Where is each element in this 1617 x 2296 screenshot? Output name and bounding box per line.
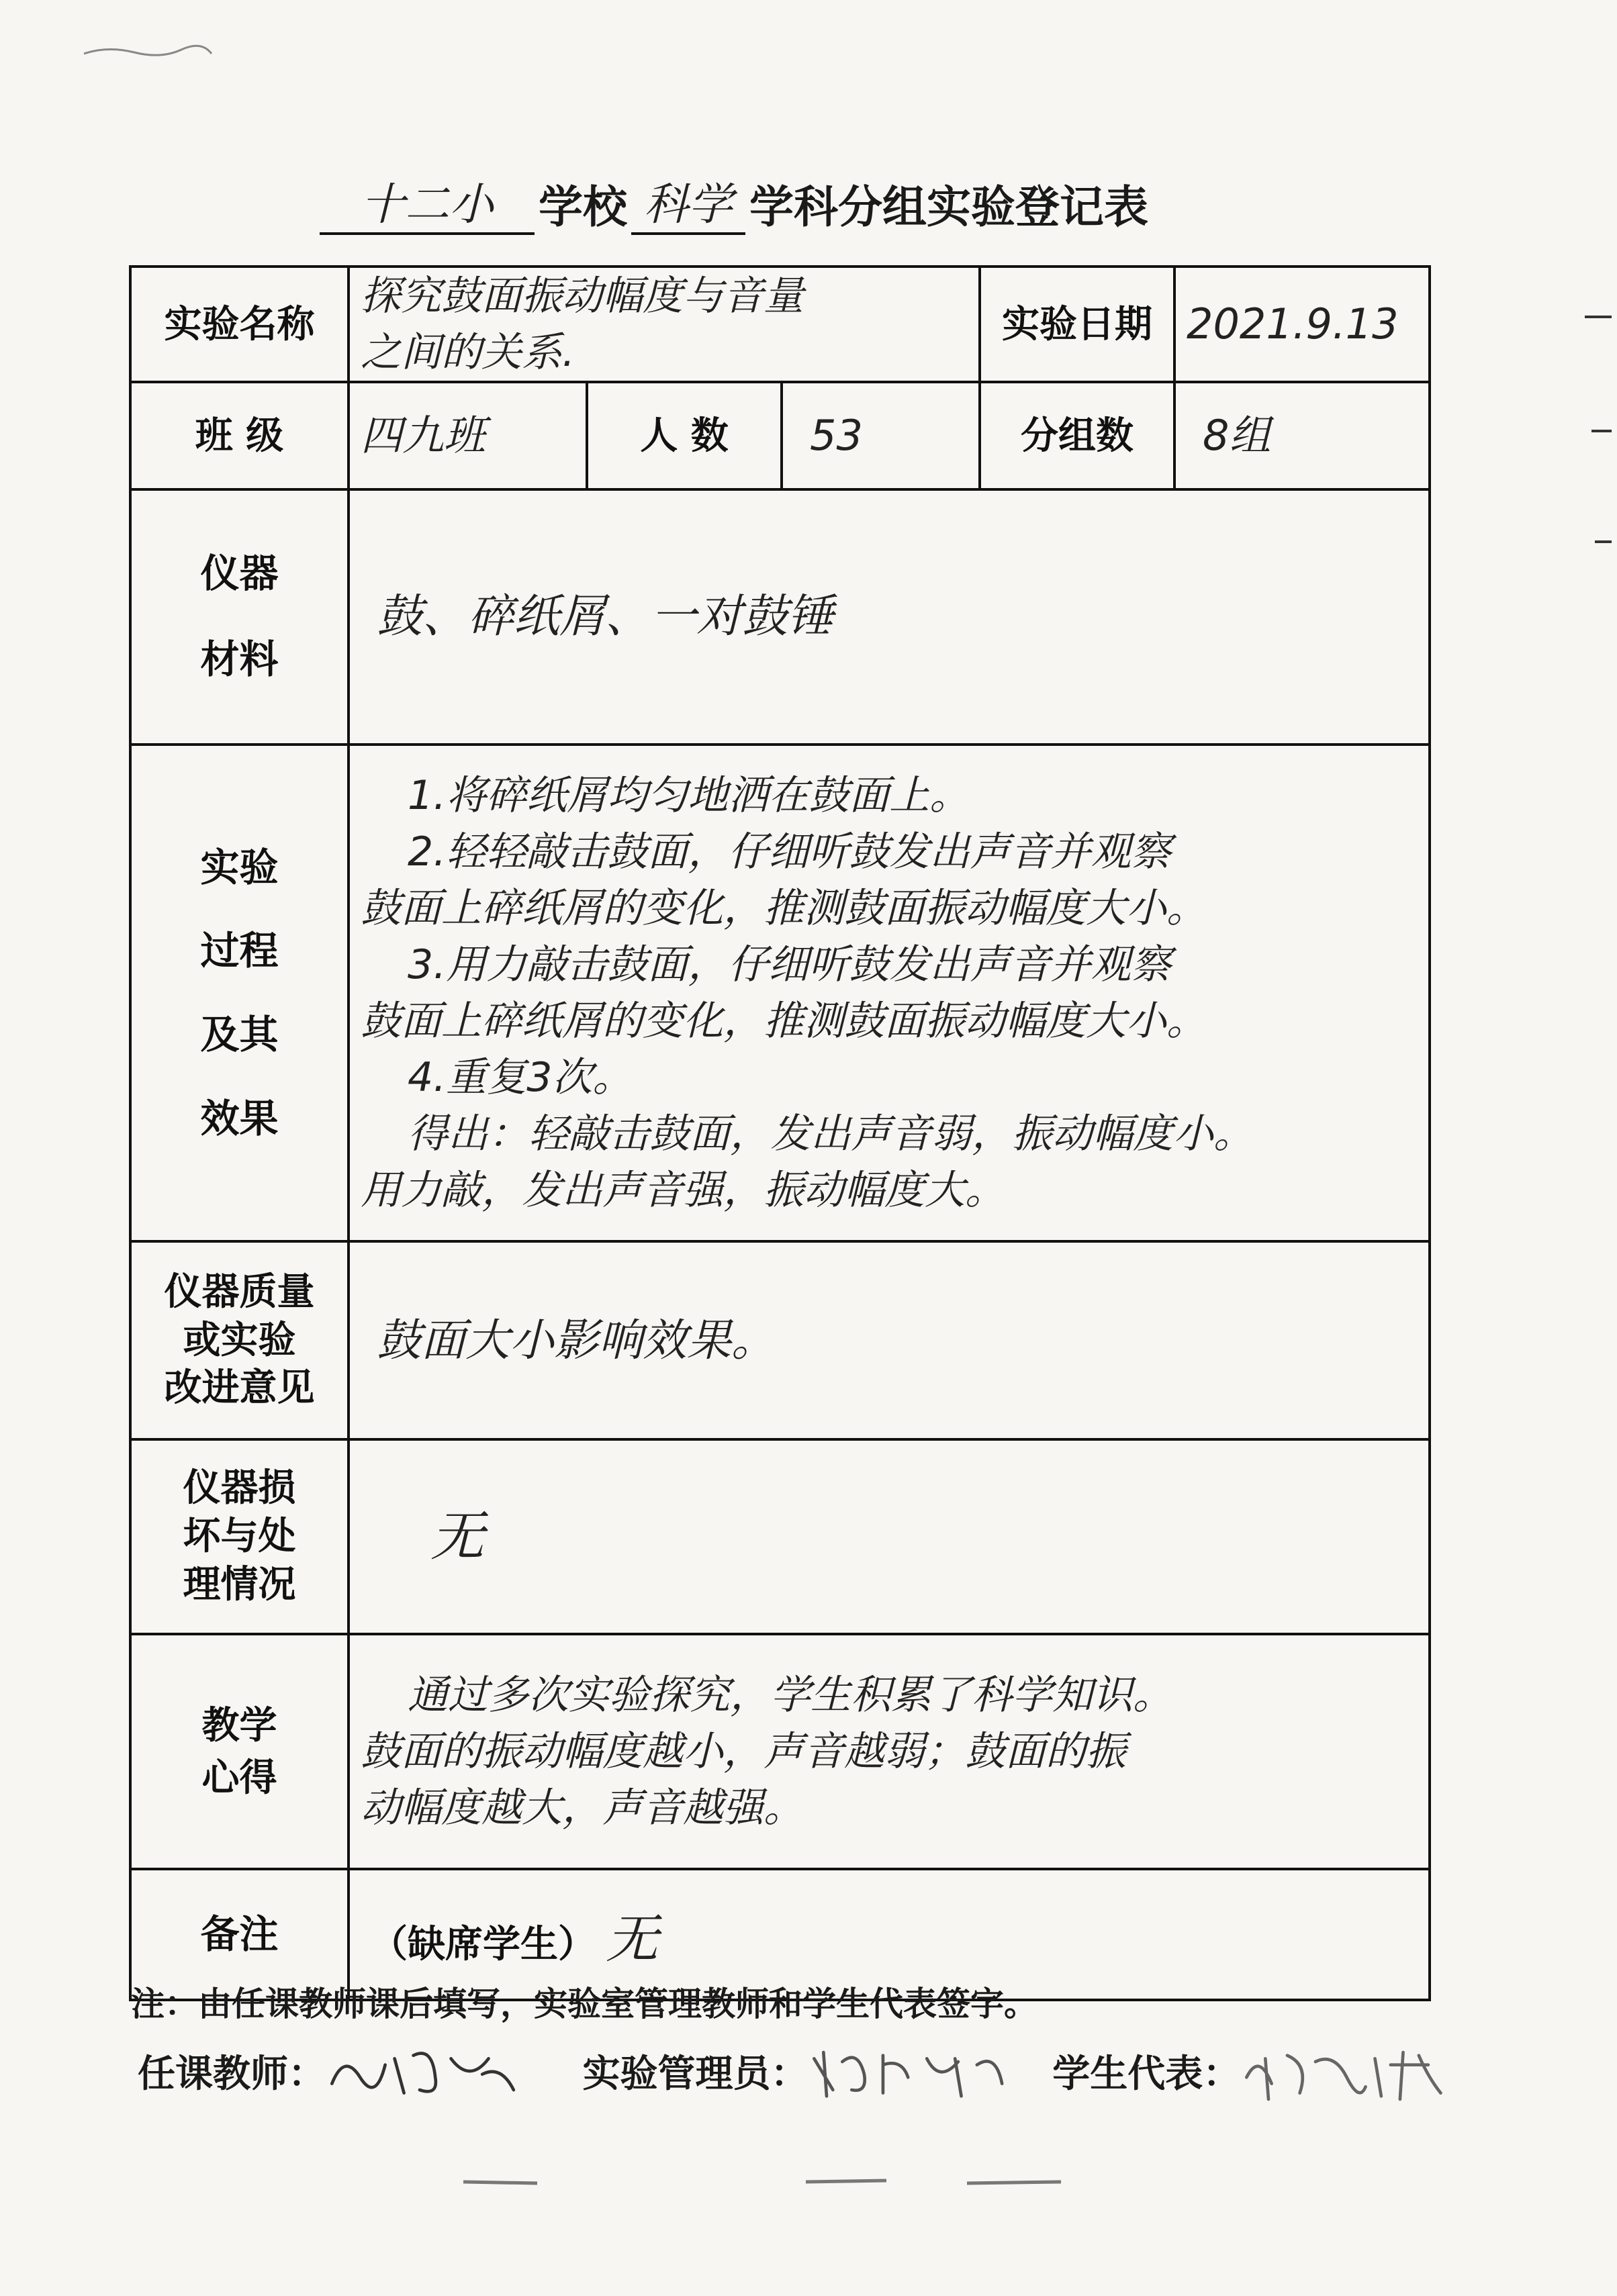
remarks-label: 备注 xyxy=(130,1869,349,2000)
teacher-signature xyxy=(326,2038,533,2105)
groups-value: 8组 xyxy=(1174,382,1430,489)
form-title xyxy=(316,161,1323,235)
equipment-label-line-2: 材料 xyxy=(200,636,279,682)
process-label-line-4: 效果 xyxy=(200,1095,279,1141)
damage-label-line-3: 理情况 xyxy=(183,1562,296,1607)
margin-mark-3 xyxy=(1595,540,1612,543)
damage-label-line-1: 仪器损 xyxy=(183,1466,296,1511)
scan-smudge-top-shape xyxy=(81,40,215,60)
row-improvement xyxy=(130,1241,1430,1439)
experiment-date-label: 实验日期 xyxy=(980,267,1174,382)
damage-label xyxy=(130,1439,349,1634)
process-line-5: 鼓面上碎纸屑的变化，推测鼓面振动幅度大小。 xyxy=(361,998,1207,1045)
experiment-name-line-2: 之间的关系. xyxy=(361,329,575,376)
row-class-info xyxy=(130,382,1430,489)
reflection-value xyxy=(349,1634,1430,1869)
reflection-label xyxy=(130,1634,349,1869)
process-value xyxy=(349,745,1430,1241)
process-label-line-2: 过程 xyxy=(200,928,279,974)
process-line-2: 2.轻轻敲击鼓面，仔细听鼓发出声音并观察 xyxy=(408,828,1172,875)
row-damage xyxy=(130,1439,1430,1634)
improvement-label-line-2: 或实验 xyxy=(183,1317,296,1362)
row-equipment xyxy=(130,489,1430,745)
experiment-name-value xyxy=(349,267,980,382)
teacher-label: 任课教师： xyxy=(138,2052,326,2096)
improvement-value: 鼓面大小影响效果。 xyxy=(349,1241,1430,1439)
reflection-line-3: 动幅度越大，声音越强。 xyxy=(361,1784,804,1831)
equipment-value: 鼓、碎纸屑、一对鼓锤 xyxy=(349,489,1430,745)
class-value: 四九班 xyxy=(349,382,587,489)
process-line-4: 3.用力敲击鼓面，仔细听鼓发出声音并观察 xyxy=(408,941,1172,988)
process-line-3: 鼓面上碎纸屑的变化，推测鼓面振动幅度大小。 xyxy=(361,885,1207,932)
process-label-line-3: 及其 xyxy=(200,1012,279,1057)
class-label: 班 级 xyxy=(130,382,349,489)
improvement-label-line-1: 仪器质量 xyxy=(164,1269,315,1314)
process-line-1: 1.将碎纸屑均匀地洒在鼓面上。 xyxy=(408,772,970,819)
margin-mark-2 xyxy=(1591,430,1612,432)
remarks-prefix: （缺席学生） xyxy=(370,1921,596,1966)
reflection-line-1: 通过多次实验探究，学生积累了科学知识。 xyxy=(408,1672,1173,1719)
groups-label: 分组数 xyxy=(980,382,1174,489)
experiment-name-label: 实验名称 xyxy=(130,267,349,382)
reflection-label-line-2: 心得 xyxy=(201,1756,277,1800)
experiment-name-line-1: 探究鼓面振动幅度与音量 xyxy=(361,273,804,320)
row-reflection xyxy=(130,1634,1430,1869)
reflection-label-line-1: 教学 xyxy=(201,1703,277,1748)
process-line-6: 4.重复3次。 xyxy=(408,1054,633,1101)
margin-mark-1 xyxy=(1585,316,1612,318)
lab-admin-label: 实验管理员： xyxy=(582,2052,808,2096)
form-note: 注：由任课教师课后填写，实验室管理教师和学生代表签字。 xyxy=(131,1984,1037,2023)
signature-row xyxy=(138,2031,1447,2105)
headcount-label: 人 数 xyxy=(587,382,782,489)
row-experiment-name xyxy=(130,267,1430,382)
scan-smudge-bottom-shape xyxy=(457,2168,1128,2195)
remarks-absent-value: 无 xyxy=(606,1909,659,1970)
school-suffix: 学校 xyxy=(539,181,627,233)
student-rep-label: 学生代表： xyxy=(1052,2052,1241,2096)
improvement-label xyxy=(130,1241,349,1439)
row-process xyxy=(130,745,1430,1241)
damage-label-line-2: 坏与处 xyxy=(183,1514,296,1559)
scan-smudge-bottom xyxy=(457,2168,1128,2195)
equipment-label-line-1: 仪器 xyxy=(200,551,279,597)
headcount-value: 53 xyxy=(782,382,980,489)
subject-field: 科学 xyxy=(631,169,745,235)
reflection-line-2: 鼓面的振动幅度越小，声音越弱；鼓面的振 xyxy=(361,1728,1126,1775)
process-line-8: 用力敲，发出声音强，振动幅度大。 xyxy=(361,1167,1005,1214)
school-name-field: 十二小 xyxy=(320,169,535,235)
improvement-label-line-3: 改进意见 xyxy=(164,1366,315,1410)
process-line-7: 得出：轻敲击鼓面，发出声音弱，振动幅度小。 xyxy=(408,1110,1254,1157)
process-label-line-1: 实验 xyxy=(200,844,279,890)
scan-smudge-top xyxy=(81,40,215,60)
process-label xyxy=(130,745,349,1241)
registration-form-table xyxy=(129,265,1431,2001)
equipment-label xyxy=(130,489,349,745)
experiment-date-value: 2021.9.13 xyxy=(1174,267,1430,382)
title-rest: 学科分组实验登记表 xyxy=(749,181,1148,233)
lab-admin-signature xyxy=(808,2038,1015,2105)
damage-value: 无 xyxy=(349,1439,1430,1634)
student-rep-signature xyxy=(1240,2038,1447,2105)
